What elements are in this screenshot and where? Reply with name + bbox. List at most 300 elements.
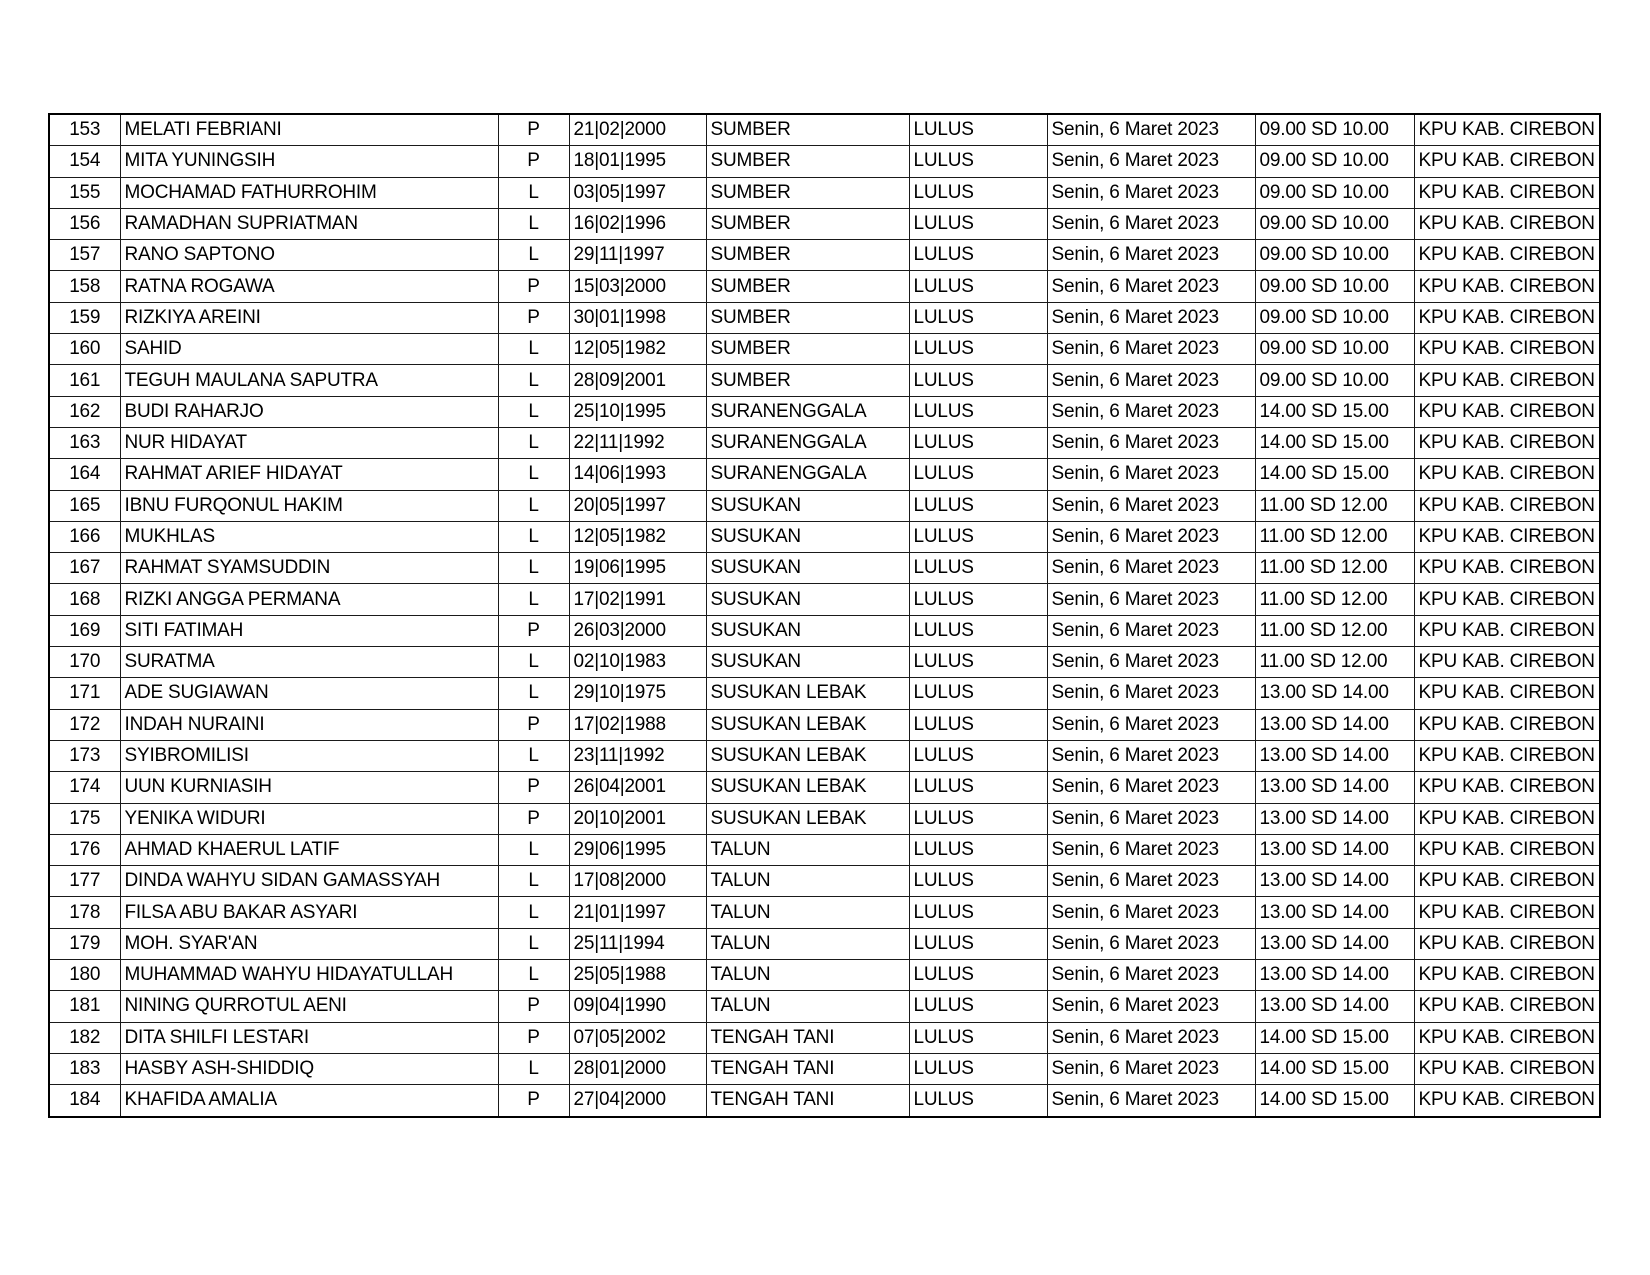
location-cell: KPU KAB. CIREBON (1414, 114, 1600, 146)
location-cell: KPU KAB. CIREBON (1414, 396, 1600, 427)
table-row (49, 302, 1600, 333)
row-number-cell: 164 (49, 459, 120, 490)
birth-date-cell: 02|10|1983 (569, 647, 706, 678)
schedule-date-cell: Senin, 6 Maret 2023 (1047, 271, 1255, 302)
location-cell: KPU KAB. CIREBON (1414, 208, 1600, 239)
participant-name-cell: RATNA ROGAWA (120, 271, 498, 302)
village-cell: SUSUKAN (706, 521, 909, 552)
location-cell: KPU KAB. CIREBON (1414, 302, 1600, 333)
location-cell: KPU KAB. CIREBON (1414, 1085, 1600, 1117)
location-cell: KPU KAB. CIREBON (1414, 521, 1600, 552)
schedule-time-cell: 09.00 SD 10.00 (1255, 302, 1414, 333)
location-cell: KPU KAB. CIREBON (1414, 647, 1600, 678)
location-cell: KPU KAB. CIREBON (1414, 365, 1600, 396)
status-cell: LULUS (909, 334, 1047, 365)
schedule-time-cell: 13.00 SD 14.00 (1255, 866, 1414, 897)
location-cell: KPU KAB. CIREBON (1414, 897, 1600, 928)
gender-cell: P (498, 991, 569, 1022)
schedule-date-cell: Senin, 6 Maret 2023 (1047, 208, 1255, 239)
schedule-date-cell: Senin, 6 Maret 2023 (1047, 647, 1255, 678)
status-cell: LULUS (909, 490, 1047, 521)
schedule-time-cell: 09.00 SD 10.00 (1255, 208, 1414, 239)
location-cell: KPU KAB. CIREBON (1414, 271, 1600, 302)
row-number-cell: 176 (49, 834, 120, 865)
table-row (49, 177, 1600, 208)
row-number-cell: 169 (49, 615, 120, 646)
status-cell: LULUS (909, 1022, 1047, 1053)
village-cell: SUMBER (706, 208, 909, 239)
row-number-cell: 184 (49, 1085, 120, 1117)
birth-date-cell: 28|01|2000 (569, 1053, 706, 1084)
village-cell: SUSUKAN (706, 490, 909, 521)
gender-cell: L (498, 584, 569, 615)
gender-cell: L (498, 240, 569, 271)
location-cell: KPU KAB. CIREBON (1414, 740, 1600, 771)
village-cell: SUMBER (706, 177, 909, 208)
birth-date-cell: 25|11|1994 (569, 928, 706, 959)
row-number-cell: 178 (49, 897, 120, 928)
location-cell: KPU KAB. CIREBON (1414, 709, 1600, 740)
village-cell: TENGAH TANI (706, 1053, 909, 1084)
schedule-time-cell: 14.00 SD 15.00 (1255, 459, 1414, 490)
schedule-time-cell: 13.00 SD 14.00 (1255, 740, 1414, 771)
schedule-date-cell: Senin, 6 Maret 2023 (1047, 365, 1255, 396)
gender-cell: L (498, 177, 569, 208)
status-cell: LULUS (909, 427, 1047, 458)
table-row (49, 897, 1600, 928)
row-number-cell: 170 (49, 647, 120, 678)
participant-name-cell: RAHMAT SYAMSUDDIN (120, 553, 498, 584)
table-row (49, 240, 1600, 271)
schedule-time-cell: 09.00 SD 10.00 (1255, 177, 1414, 208)
row-number-cell: 180 (49, 960, 120, 991)
table-row (49, 553, 1600, 584)
row-number-cell: 182 (49, 1022, 120, 1053)
row-number-cell: 167 (49, 553, 120, 584)
schedule-time-cell: 09.00 SD 10.00 (1255, 114, 1414, 146)
schedule-time-cell: 09.00 SD 10.00 (1255, 365, 1414, 396)
gender-cell: L (498, 365, 569, 396)
village-cell: SUSUKAN LEBAK (706, 740, 909, 771)
row-number-cell: 154 (49, 146, 120, 177)
table-row (49, 615, 1600, 646)
birth-date-cell: 21|02|2000 (569, 114, 706, 146)
village-cell: TALUN (706, 991, 909, 1022)
table-row (49, 834, 1600, 865)
village-cell: SUSUKAN (706, 647, 909, 678)
gender-cell: P (498, 146, 569, 177)
participant-name-cell: MELATI FEBRIANI (120, 114, 498, 146)
location-cell: KPU KAB. CIREBON (1414, 615, 1600, 646)
table-row (49, 1022, 1600, 1053)
village-cell: SUSUKAN LEBAK (706, 678, 909, 709)
birth-date-cell: 26|03|2000 (569, 615, 706, 646)
birth-date-cell: 22|11|1992 (569, 427, 706, 458)
participant-name-cell: MITA YUNINGSIH (120, 146, 498, 177)
row-number-cell: 183 (49, 1053, 120, 1084)
village-cell: TALUN (706, 866, 909, 897)
participant-name-cell: NINING QURROTUL AENI (120, 991, 498, 1022)
birth-date-cell: 26|04|2001 (569, 772, 706, 803)
schedule-date-cell: Senin, 6 Maret 2023 (1047, 427, 1255, 458)
location-cell: KPU KAB. CIREBON (1414, 866, 1600, 897)
gender-cell: L (498, 928, 569, 959)
village-cell: TALUN (706, 834, 909, 865)
participant-name-cell: YENIKA WIDURI (120, 803, 498, 834)
birth-date-cell: 17|02|1991 (569, 584, 706, 615)
location-cell: KPU KAB. CIREBON (1414, 1022, 1600, 1053)
status-cell: LULUS (909, 772, 1047, 803)
table-row (49, 678, 1600, 709)
village-cell: SUSUKAN (706, 615, 909, 646)
location-cell: KPU KAB. CIREBON (1414, 960, 1600, 991)
schedule-date-cell: Senin, 6 Maret 2023 (1047, 960, 1255, 991)
participant-name-cell: SITI FATIMAH (120, 615, 498, 646)
village-cell: SUSUKAN LEBAK (706, 772, 909, 803)
row-number-cell: 158 (49, 271, 120, 302)
table-row (49, 271, 1600, 302)
participant-name-cell: NUR HIDAYAT (120, 427, 498, 458)
table-row (49, 1053, 1600, 1084)
table-row (49, 928, 1600, 959)
status-cell: LULUS (909, 584, 1047, 615)
table-row (49, 1085, 1600, 1117)
table-row (49, 114, 1600, 146)
location-cell: KPU KAB. CIREBON (1414, 146, 1600, 177)
schedule-time-cell: 14.00 SD 15.00 (1255, 396, 1414, 427)
schedule-date-cell: Senin, 6 Maret 2023 (1047, 803, 1255, 834)
schedule-date-cell: Senin, 6 Maret 2023 (1047, 490, 1255, 521)
gender-cell: P (498, 302, 569, 333)
birth-date-cell: 12|05|1982 (569, 521, 706, 552)
location-cell: KPU KAB. CIREBON (1414, 834, 1600, 865)
gender-cell: L (498, 553, 569, 584)
table-row (49, 208, 1600, 239)
village-cell: TALUN (706, 960, 909, 991)
birth-date-cell: 14|06|1993 (569, 459, 706, 490)
participant-name-cell: RAHMAT ARIEF HIDAYAT (120, 459, 498, 490)
schedule-time-cell: 11.00 SD 12.00 (1255, 553, 1414, 584)
schedule-time-cell: 14.00 SD 15.00 (1255, 1022, 1414, 1053)
location-cell: KPU KAB. CIREBON (1414, 553, 1600, 584)
schedule-date-cell: Senin, 6 Maret 2023 (1047, 678, 1255, 709)
table-row (49, 146, 1600, 177)
birth-date-cell: 29|10|1975 (569, 678, 706, 709)
schedule-date-cell: Senin, 6 Maret 2023 (1047, 584, 1255, 615)
village-cell: SUMBER (706, 334, 909, 365)
schedule-time-cell: 13.00 SD 14.00 (1255, 834, 1414, 865)
status-cell: LULUS (909, 615, 1047, 646)
schedule-date-cell: Senin, 6 Maret 2023 (1047, 928, 1255, 959)
row-number-cell: 181 (49, 991, 120, 1022)
table-row (49, 334, 1600, 365)
row-number-cell: 155 (49, 177, 120, 208)
village-cell: SUMBER (706, 302, 909, 333)
birth-date-cell: 17|02|1988 (569, 709, 706, 740)
village-cell: SURANENGGALA (706, 427, 909, 458)
schedule-time-cell: 11.00 SD 12.00 (1255, 490, 1414, 521)
table-row (49, 740, 1600, 771)
schedule-date-cell: Senin, 6 Maret 2023 (1047, 334, 1255, 365)
row-number-cell: 175 (49, 803, 120, 834)
gender-cell: L (498, 490, 569, 521)
village-cell: TENGAH TANI (706, 1022, 909, 1053)
status-cell: LULUS (909, 146, 1047, 177)
row-number-cell: 162 (49, 396, 120, 427)
gender-cell: P (498, 1085, 569, 1117)
participant-name-cell: UUN KURNIASIH (120, 772, 498, 803)
row-number-cell: 171 (49, 678, 120, 709)
status-cell: LULUS (909, 177, 1047, 208)
schedule-time-cell: 13.00 SD 14.00 (1255, 991, 1414, 1022)
table-row (49, 991, 1600, 1022)
schedule-date-cell: Senin, 6 Maret 2023 (1047, 240, 1255, 271)
location-cell: KPU KAB. CIREBON (1414, 334, 1600, 365)
village-cell: SUMBER (706, 365, 909, 396)
location-cell: KPU KAB. CIREBON (1414, 772, 1600, 803)
row-number-cell: 157 (49, 240, 120, 271)
status-cell: LULUS (909, 271, 1047, 302)
table-row (49, 490, 1600, 521)
village-cell: SUSUKAN LEBAK (706, 709, 909, 740)
location-cell: KPU KAB. CIREBON (1414, 459, 1600, 490)
gender-cell: P (498, 1022, 569, 1053)
status-cell: LULUS (909, 459, 1047, 490)
gender-cell: L (498, 740, 569, 771)
row-number-cell: 172 (49, 709, 120, 740)
gender-cell: L (498, 334, 569, 365)
birth-date-cell: 25|10|1995 (569, 396, 706, 427)
table-row (49, 584, 1600, 615)
schedule-date-cell: Senin, 6 Maret 2023 (1047, 177, 1255, 208)
table-row (49, 647, 1600, 678)
schedule-date-cell: Senin, 6 Maret 2023 (1047, 114, 1255, 146)
location-cell: KPU KAB. CIREBON (1414, 177, 1600, 208)
status-cell: LULUS (909, 114, 1047, 146)
status-cell: LULUS (909, 365, 1047, 396)
participant-name-cell: INDAH NURAINI (120, 709, 498, 740)
schedule-time-cell: 13.00 SD 14.00 (1255, 928, 1414, 959)
schedule-time-cell: 11.00 SD 12.00 (1255, 584, 1414, 615)
schedule-date-cell: Senin, 6 Maret 2023 (1047, 834, 1255, 865)
participant-name-cell: MOH. SYAR'AN (120, 928, 498, 959)
gender-cell: L (498, 1053, 569, 1084)
schedule-time-cell: 13.00 SD 14.00 (1255, 678, 1414, 709)
birth-date-cell: 20|05|1997 (569, 490, 706, 521)
status-cell: LULUS (909, 991, 1047, 1022)
schedule-time-cell: 09.00 SD 10.00 (1255, 240, 1414, 271)
participant-name-cell: ADE SUGIAWAN (120, 678, 498, 709)
location-cell: KPU KAB. CIREBON (1414, 803, 1600, 834)
location-cell: KPU KAB. CIREBON (1414, 928, 1600, 959)
participant-table-body (49, 114, 1600, 1117)
village-cell: SUMBER (706, 240, 909, 271)
participant-name-cell: BUDI RAHARJO (120, 396, 498, 427)
gender-cell: P (498, 709, 569, 740)
gender-cell: L (498, 647, 569, 678)
schedule-date-cell: Senin, 6 Maret 2023 (1047, 866, 1255, 897)
village-cell: TENGAH TANI (706, 1085, 909, 1117)
gender-cell: L (498, 427, 569, 458)
participant-name-cell: SYIBROMILISI (120, 740, 498, 771)
row-number-cell: 156 (49, 208, 120, 239)
schedule-time-cell: 13.00 SD 14.00 (1255, 960, 1414, 991)
status-cell: LULUS (909, 897, 1047, 928)
birth-date-cell: 09|04|1990 (569, 991, 706, 1022)
row-number-cell: 174 (49, 772, 120, 803)
table-row (49, 427, 1600, 458)
participant-name-cell: RAMADHAN SUPRIATMAN (120, 208, 498, 239)
gender-cell: L (498, 521, 569, 552)
schedule-time-cell: 09.00 SD 10.00 (1255, 271, 1414, 302)
row-number-cell: 163 (49, 427, 120, 458)
gender-cell: L (498, 834, 569, 865)
participant-name-cell: FILSA ABU BAKAR ASYARI (120, 897, 498, 928)
gender-cell: L (498, 866, 569, 897)
status-cell: LULUS (909, 928, 1047, 959)
status-cell: LULUS (909, 396, 1047, 427)
table-row (49, 803, 1600, 834)
schedule-date-cell: Senin, 6 Maret 2023 (1047, 709, 1255, 740)
birth-date-cell: 15|03|2000 (569, 271, 706, 302)
schedule-date-cell: Senin, 6 Maret 2023 (1047, 615, 1255, 646)
village-cell: SURANENGGALA (706, 459, 909, 490)
birth-date-cell: 29|06|1995 (569, 834, 706, 865)
location-cell: KPU KAB. CIREBON (1414, 991, 1600, 1022)
schedule-date-cell: Senin, 6 Maret 2023 (1047, 396, 1255, 427)
schedule-time-cell: 11.00 SD 12.00 (1255, 615, 1414, 646)
schedule-time-cell: 09.00 SD 10.00 (1255, 334, 1414, 365)
schedule-time-cell: 13.00 SD 14.00 (1255, 897, 1414, 928)
schedule-time-cell: 14.00 SD 15.00 (1255, 427, 1414, 458)
schedule-time-cell: 14.00 SD 15.00 (1255, 1085, 1414, 1117)
village-cell: SUMBER (706, 271, 909, 302)
village-cell: SUSUKAN (706, 584, 909, 615)
participant-table (48, 113, 1601, 1118)
participant-name-cell: RIZKIYA AREINI (120, 302, 498, 333)
row-number-cell: 165 (49, 490, 120, 521)
birth-date-cell: 23|11|1992 (569, 740, 706, 771)
birth-date-cell: 17|08|2000 (569, 866, 706, 897)
birth-date-cell: 03|05|1997 (569, 177, 706, 208)
status-cell: LULUS (909, 302, 1047, 333)
status-cell: LULUS (909, 834, 1047, 865)
table-row (49, 521, 1600, 552)
schedule-date-cell: Senin, 6 Maret 2023 (1047, 1085, 1255, 1117)
schedule-time-cell: 13.00 SD 14.00 (1255, 803, 1414, 834)
participant-name-cell: HASBY ASH-SHIDDIQ (120, 1053, 498, 1084)
status-cell: LULUS (909, 240, 1047, 271)
schedule-date-cell: Senin, 6 Maret 2023 (1047, 1053, 1255, 1084)
birth-date-cell: 29|11|1997 (569, 240, 706, 271)
birth-date-cell: 25|05|1988 (569, 960, 706, 991)
gender-cell: L (498, 396, 569, 427)
location-cell: KPU KAB. CIREBON (1414, 427, 1600, 458)
table-row (49, 365, 1600, 396)
row-number-cell: 160 (49, 334, 120, 365)
location-cell: KPU KAB. CIREBON (1414, 490, 1600, 521)
participant-name-cell: IBNU FURQONUL HAKIM (120, 490, 498, 521)
schedule-time-cell: 11.00 SD 12.00 (1255, 521, 1414, 552)
schedule-time-cell: 13.00 SD 14.00 (1255, 709, 1414, 740)
schedule-time-cell: 11.00 SD 12.00 (1255, 647, 1414, 678)
gender-cell: L (498, 678, 569, 709)
participant-name-cell: MUHAMMAD WAHYU HIDAYATULLAH (120, 960, 498, 991)
participant-name-cell: KHAFIDA AMALIA (120, 1085, 498, 1117)
table-row (49, 772, 1600, 803)
birth-date-cell: 21|01|1997 (569, 897, 706, 928)
birth-date-cell: 27|04|2000 (569, 1085, 706, 1117)
table-row (49, 709, 1600, 740)
participant-name-cell: MUKHLAS (120, 521, 498, 552)
status-cell: LULUS (909, 803, 1047, 834)
row-number-cell: 161 (49, 365, 120, 396)
schedule-date-cell: Senin, 6 Maret 2023 (1047, 897, 1255, 928)
gender-cell: L (498, 960, 569, 991)
status-cell: LULUS (909, 709, 1047, 740)
birth-date-cell: 07|05|2002 (569, 1022, 706, 1053)
table-row (49, 459, 1600, 490)
participant-name-cell: RIZKI ANGGA PERMANA (120, 584, 498, 615)
gender-cell: P (498, 114, 569, 146)
participant-name-cell: DITA SHILFI LESTARI (120, 1022, 498, 1053)
schedule-date-cell: Senin, 6 Maret 2023 (1047, 991, 1255, 1022)
table-row (49, 396, 1600, 427)
birth-date-cell: 18|01|1995 (569, 146, 706, 177)
gender-cell: P (498, 803, 569, 834)
status-cell: LULUS (909, 866, 1047, 897)
village-cell: SUMBER (706, 146, 909, 177)
gender-cell: L (498, 459, 569, 490)
schedule-date-cell: Senin, 6 Maret 2023 (1047, 146, 1255, 177)
row-number-cell: 173 (49, 740, 120, 771)
row-number-cell: 168 (49, 584, 120, 615)
status-cell: LULUS (909, 960, 1047, 991)
schedule-date-cell: Senin, 6 Maret 2023 (1047, 521, 1255, 552)
row-number-cell: 166 (49, 521, 120, 552)
village-cell: TALUN (706, 897, 909, 928)
participant-name-cell: DINDA WAHYU SIDAN GAMASSYAH (120, 866, 498, 897)
schedule-time-cell: 09.00 SD 10.00 (1255, 146, 1414, 177)
schedule-time-cell: 13.00 SD 14.00 (1255, 772, 1414, 803)
schedule-date-cell: Senin, 6 Maret 2023 (1047, 553, 1255, 584)
table-row (49, 960, 1600, 991)
table-row (49, 866, 1600, 897)
village-cell: SUSUKAN (706, 553, 909, 584)
row-number-cell: 177 (49, 866, 120, 897)
gender-cell: L (498, 208, 569, 239)
location-cell: KPU KAB. CIREBON (1414, 1053, 1600, 1084)
status-cell: LULUS (909, 678, 1047, 709)
row-number-cell: 153 (49, 114, 120, 146)
status-cell: LULUS (909, 647, 1047, 678)
birth-date-cell: 30|01|1998 (569, 302, 706, 333)
participant-name-cell: AHMAD KHAERUL LATIF (120, 834, 498, 865)
birth-date-cell: 16|02|1996 (569, 208, 706, 239)
gender-cell: P (498, 271, 569, 302)
status-cell: LULUS (909, 1085, 1047, 1117)
status-cell: LULUS (909, 740, 1047, 771)
village-cell: SUMBER (706, 114, 909, 146)
gender-cell: P (498, 772, 569, 803)
schedule-date-cell: Senin, 6 Maret 2023 (1047, 459, 1255, 490)
birth-date-cell: 12|05|1982 (569, 334, 706, 365)
location-cell: KPU KAB. CIREBON (1414, 678, 1600, 709)
status-cell: LULUS (909, 1053, 1047, 1084)
birth-date-cell: 19|06|1995 (569, 553, 706, 584)
location-cell: KPU KAB. CIREBON (1414, 584, 1600, 615)
gender-cell: P (498, 615, 569, 646)
